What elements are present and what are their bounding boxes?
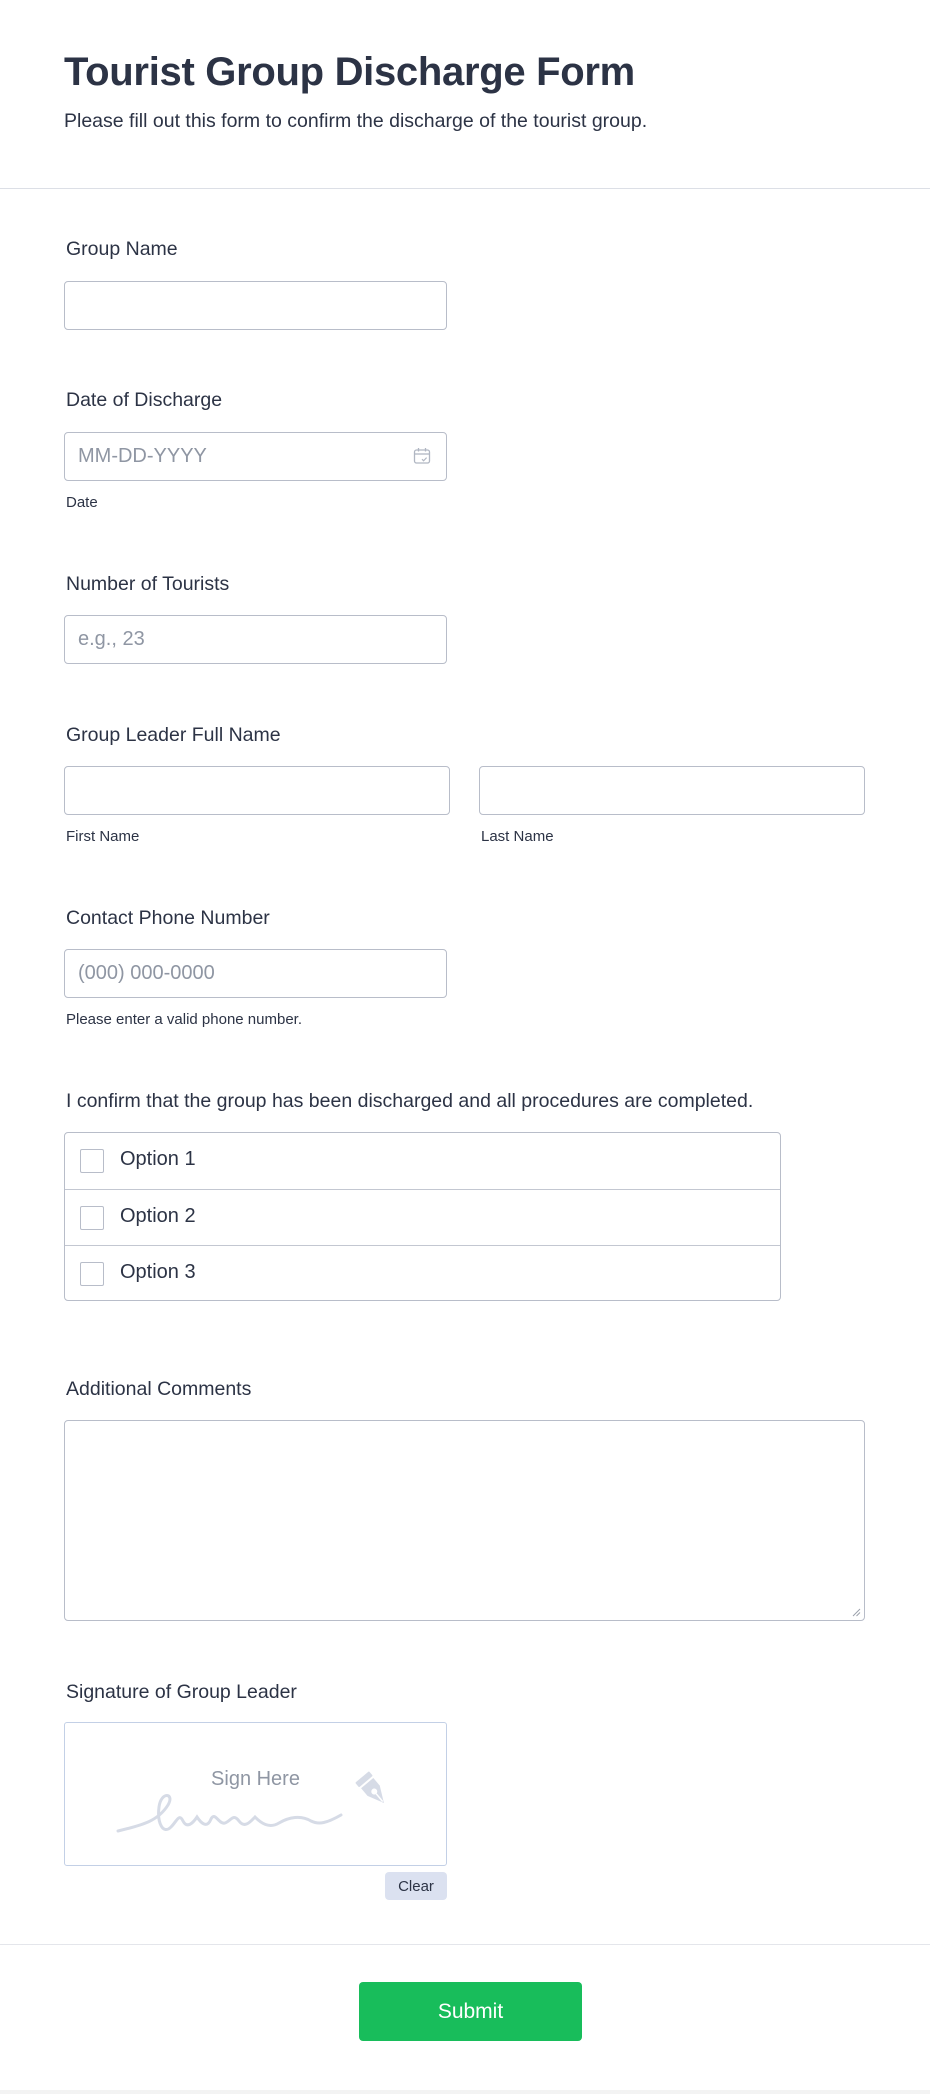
option-row-3[interactable] <box>65 1245 780 1301</box>
form-title: Tourist Group Discharge Form <box>64 50 635 94</box>
resize-handle-icon[interactable] <box>852 1608 861 1617</box>
additional-comments-textarea[interactable] <box>64 1420 865 1621</box>
confirmation-label: I confirm that the group has been discharged and all procedures are completed. <box>66 1090 754 1112</box>
checkbox[interactable] <box>80 1149 104 1173</box>
calendar-icon[interactable] <box>413 447 431 465</box>
first-name-sublabel: First Name <box>66 828 140 845</box>
last-name-sublabel: Last Name <box>481 828 554 845</box>
pen-icon <box>348 1767 398 1813</box>
clear-signature-button[interactable]: Clear <box>385 1872 447 1900</box>
form-subtitle: Please fill out this form to confirm the discharge of the tourist group. <box>64 110 648 132</box>
number-of-tourists-label: Number of Tourists <box>66 573 230 595</box>
contact-phone-label: Contact Phone Number <box>66 907 270 929</box>
option-label[interactable]: Option 3 <box>120 1261 196 1283</box>
date-of-discharge-label: Date of Discharge <box>66 389 223 411</box>
phone-input[interactable] <box>64 949 447 998</box>
number-of-tourists-input[interactable] <box>64 615 447 664</box>
date-input[interactable] <box>64 432 447 481</box>
checkbox[interactable] <box>80 1206 104 1230</box>
signature-label: Signature of Group Leader <box>66 1681 297 1703</box>
option-label[interactable]: Option 1 <box>120 1148 196 1170</box>
date-sublabel: Date <box>66 494 98 511</box>
option-row-1[interactable] <box>65 1133 780 1189</box>
signature-placeholder: Sign Here <box>211 1768 300 1790</box>
group-leader-label: Group Leader Full Name <box>66 724 281 746</box>
confirmation-options <box>64 1132 781 1301</box>
phone-sublabel: Please enter a valid phone number. <box>66 1011 302 1028</box>
last-name-input[interactable] <box>479 766 865 815</box>
signature-pad[interactable] <box>64 1722 447 1866</box>
checkbox[interactable] <box>80 1262 104 1286</box>
first-name-input[interactable] <box>64 766 450 815</box>
group-name-input[interactable] <box>64 281 447 330</box>
additional-comments-label: Additional Comments <box>66 1378 252 1400</box>
submit-button[interactable]: Submit <box>359 1982 582 2041</box>
option-row-2[interactable] <box>65 1189 780 1245</box>
option-label[interactable]: Option 2 <box>120 1205 196 1227</box>
footer-divider <box>0 1944 930 1945</box>
form-header <box>0 0 930 189</box>
group-name-label: Group Name <box>66 238 178 260</box>
